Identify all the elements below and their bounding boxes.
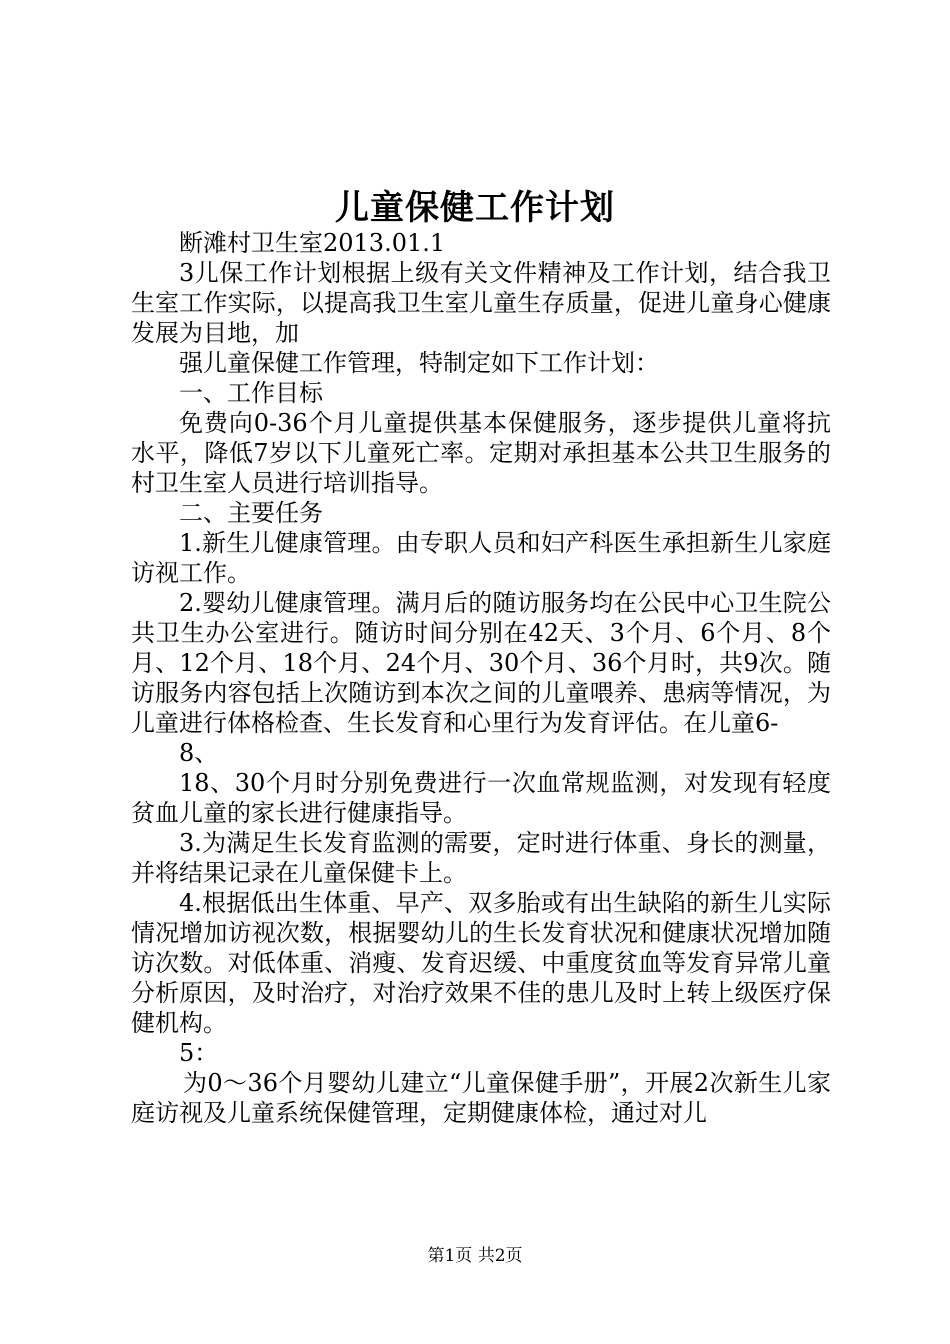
paragraph-task-5-heading: 5：: [179, 1039, 219, 1067]
paragraph-goals: 免费向0-36个月儿童提供基本保健服务，逐步提供儿童将抗水平，降低7岁以下儿童死亡率。定期对承担基本公共卫生服务的村卫生室人员进行培训指导。: [131, 409, 831, 497]
document-body: [131, 228, 831, 1128]
paragraph-date-line: 断滩村卫生室2013.01.1: [179, 229, 446, 257]
section-heading-goals: 一、工作目标: [179, 379, 323, 407]
paragraph-task-5: 为0～36个月婴幼儿建立“儿童保健手册”，开展2次新生儿家庭访视及儿童系统保健管理，定期健康体检，通过对儿: [131, 1069, 831, 1127]
document-title: 儿童保健工作计划: [335, 188, 615, 228]
page-number-footer: 第1页 共2页: [427, 1246, 523, 1266]
paragraph-task-2-fragment: 8、: [179, 739, 219, 767]
paragraph-task-2: 2.婴幼儿健康管理。满月后的随访服务均在公民中心卫生院公共卫生办公室进行。随访时间分别在42天、3个月、6个月、8个月、12个月、18个月、24个月、30个月、36个月时，共9次。随访服务内容包括上次随访到本次之间的儿童喂养、患病等情况，为儿童进行体格检查、生长发育和心里行为发育评估。在儿童6-: [131, 589, 831, 737]
section-heading-tasks: 二、主要任务: [179, 499, 323, 527]
paragraph-task-2-continued: 18、30个月时分别免费进行一次血常规监测，对发现有轻度贫血儿童的家长进行健康指导。: [131, 769, 831, 827]
paragraph-task-4: 4.根据低出生体重、早产、双多胎或有出生缺陷的新生儿实际情况增加访视次数，根据婴幼儿的生长发育状况和健康状况增加随访次数。对低体重、消瘦、发育迟缓、中重度贫血等发育异常儿童分析原因，及时治疗，对治疗效果不佳的患儿及时上转上级医疗保健机构。: [131, 889, 831, 1037]
paragraph-intro: 3儿保工作计划根据上级有关文件精神及工作计划，结合我卫生室工作实际，以提高我卫生室儿童生存质量，促进儿童身心健康发展为目地，加: [131, 259, 831, 347]
paragraph-intro-continued: 强儿童保健工作管理，特制定如下工作计划：: [179, 349, 659, 377]
paragraph-task-3: 3.为满足生长发育监测的需要，定时进行体重、身长的测量，并将结果记录在儿童保健卡上。: [131, 829, 831, 887]
paragraph-task-1: 1.新生儿健康管理。由专职人员和妇产科医生承担新生儿家庭访视工作。: [131, 529, 831, 587]
